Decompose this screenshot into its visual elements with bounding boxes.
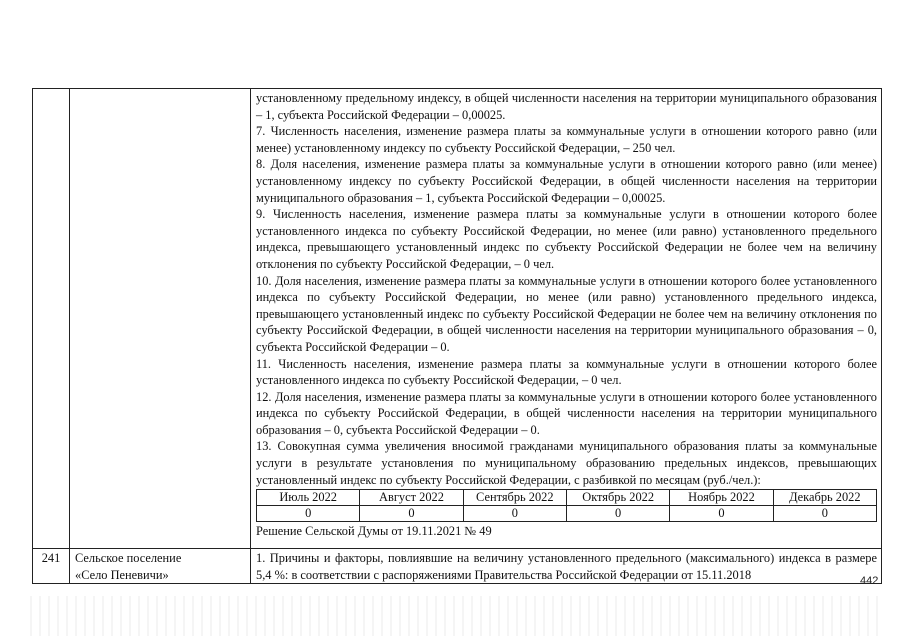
month-header: Июль 2022 — [257, 490, 360, 506]
paragraph-7: 7. Численность населения, изменение размера платы за коммунальные услуги в отношении которого равно (или менее) установленному индексу по субъекту Российской Федерации, – 250 чел. — [256, 124, 877, 155]
month-header: Октябрь 2022 — [566, 490, 669, 506]
month-header: Август 2022 — [360, 490, 463, 506]
paragraph-10: 10. Доля населения, изменение размера платы за коммунальные услуги в отношении которого более установленного индекса по субъекту Российской Федерации, но менее (или равно) установленного предельного индекса, превышающего установленный индекс по субъекту Российской Федерации не более чем на величину отклонения по субъекту Российской Федерации, в общей численности населения на территории муниципального образования – 0, субъекта Российской Федерации – 0. — [256, 273, 877, 354]
municipal-index-table — [32, 88, 882, 584]
month-value: 0 — [360, 506, 463, 522]
details-cell — [251, 549, 882, 584]
scan-artifact — [30, 596, 880, 636]
paragraph-13: 13. Совокупная сумма увеличения вносимой гражданами муниципального образования платы за коммунальные услуги в результате установления по муниципальному образованию предельных индексов, превышающих установленный индекс по субъекту Российской Федерации, с разбивкой по месяцам (руб./чел.): — [256, 439, 877, 487]
paragraph-1-causes: 1. Причины и факторы, повлиявшие на величину установленного предельного (максимального) индекса в размере 5,4 %: в соответствии с распоряжениями Правительства Российской Федерации от 15.11.2018 — [256, 551, 877, 582]
municipality-name-cell — [70, 89, 251, 549]
table-row — [33, 89, 882, 549]
month-value: 0 — [566, 506, 669, 522]
paragraph-continuation: установленному предельному индексу, в общей численности населения на территории муниципального образования – 1, субъекта Российской Федерации – 0,00025. — [256, 91, 877, 122]
month-value: 0 — [773, 506, 876, 522]
month-value: 0 — [463, 506, 566, 522]
month-header: Сентябрь 2022 — [463, 490, 566, 506]
months-header-row — [257, 490, 877, 506]
month-value: 0 — [670, 506, 773, 522]
details-cell — [251, 89, 882, 549]
paragraph-8: 8. Доля населения, изменение размера платы за коммунальные услуги в отношении которого равно (или менее) установленному индексу по субъекту Российской Федерации, в общей численности населения на территории муниципального образования – 1, субъекта Российской Федерации – 0,00025. — [256, 157, 877, 205]
monthly-sum-table — [256, 489, 877, 522]
decision-reference: Решение Сельской Думы от 19.11.2021 № 49 — [256, 524, 492, 539]
municipality-name-line1: Сельское поселение — [75, 551, 182, 565]
page-number: 442 — [860, 575, 879, 587]
month-value: 0 — [257, 506, 360, 522]
months-values-row — [257, 506, 877, 522]
paragraph-11: 11. Численность населения, изменение размера платы за коммунальные услуги в отношении которого более установленного индекса по субъекту Российской Федерации, – 0 чел. — [256, 356, 877, 388]
paragraph-12: 12. Доля населения, изменение размера платы за коммунальные услуги в отношении которого более установленного индекса по субъекту Российской Федерации, в общей численности населения на территории муниципального образования – 0, субъекта Российской Федерации – 0. — [256, 389, 877, 437]
municipality-name-line2: «Село Пеневичи» — [75, 567, 169, 582]
row-number: 241 — [33, 549, 70, 584]
municipality-name — [70, 549, 251, 584]
paragraph-9: 9. Численность населения, изменение размера платы за коммунальные услуги в отношении которого более установленного индекса по субъекту Российской Федерации, но менее (или равно) установленного предельного индекса, превышающего установленный индекс по субъекту Российской Федерации не более чем на величину отклонения по субъекту Российской Федерации, – 0 чел. — [256, 207, 877, 271]
month-header: Декабрь 2022 — [773, 490, 876, 506]
row-number-cell — [33, 89, 70, 549]
month-header: Ноябрь 2022 — [670, 490, 773, 506]
table-row — [33, 549, 882, 584]
